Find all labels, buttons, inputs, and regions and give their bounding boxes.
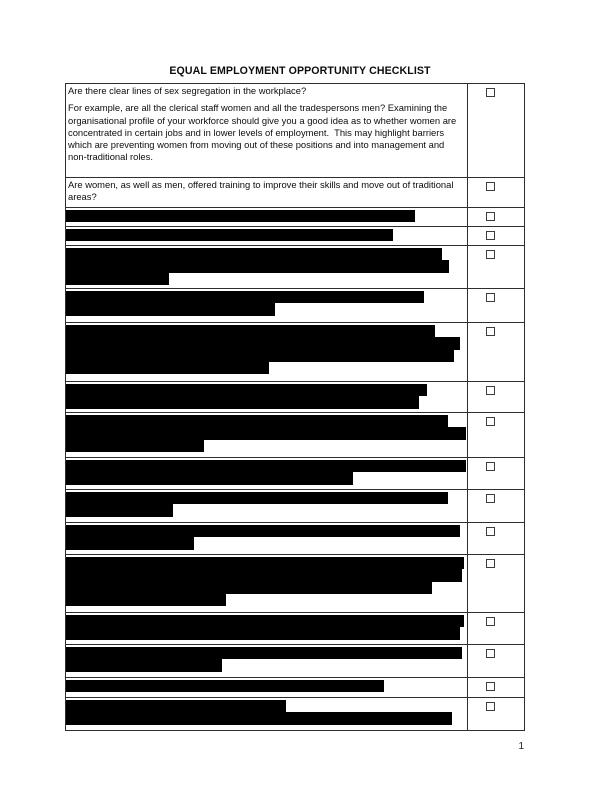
checkbox[interactable] xyxy=(486,494,495,503)
redaction-bar xyxy=(66,569,462,581)
checkbox[interactable] xyxy=(486,417,495,426)
checkbox-cell xyxy=(468,227,524,245)
checklist-row-redacted xyxy=(66,697,524,730)
redacted-cell xyxy=(66,458,468,489)
redaction-bar xyxy=(66,594,226,606)
redaction-bar xyxy=(66,659,222,671)
checkbox-cell xyxy=(468,678,524,697)
redaction-bar xyxy=(66,504,173,516)
checkbox[interactable] xyxy=(486,649,495,658)
redaction-bar xyxy=(66,210,415,222)
redaction-bar xyxy=(66,337,460,349)
question-text: Are there clear lines of sex segregation in the workplace? xyxy=(68,85,307,96)
redacted-cell xyxy=(66,523,468,554)
question-text: For example, are all the clerical staff women and all the tradespersons men? Examining the organisational profile of your workforce should give you a good idea as to whether women are concentrated in certain jobs and in lower levels of employment. This may highlight barriers which are preventing women from moving out of these positions and into management and non-traditional roles. xyxy=(68,102,459,163)
checklist-row-redacted xyxy=(66,489,524,522)
checkbox[interactable] xyxy=(486,212,495,221)
redacted-cell xyxy=(66,382,468,412)
checklist-row-redacted xyxy=(66,288,524,322)
redaction-bar xyxy=(66,537,194,549)
redaction-bar xyxy=(66,700,286,712)
checkbox-cell xyxy=(468,323,524,381)
redaction-bar xyxy=(66,273,169,285)
redacted-cell xyxy=(66,678,468,697)
checkbox[interactable] xyxy=(486,88,495,97)
checklist-row-redacted xyxy=(66,644,524,677)
question-cell xyxy=(66,84,468,177)
redacted-cell xyxy=(66,246,468,288)
checkbox-cell xyxy=(468,178,524,207)
redaction-bar xyxy=(66,415,448,427)
checklist-row-redacted xyxy=(66,381,524,412)
redaction-bar xyxy=(66,248,442,260)
question-text: Are women, as well as men, offered training to improve their skills and move out of traditional areas? xyxy=(68,179,457,203)
redaction-bar xyxy=(66,350,454,362)
redaction-bar xyxy=(66,680,384,692)
question-cell xyxy=(66,178,468,207)
checkbox[interactable] xyxy=(486,559,495,568)
checklist-row-redacted xyxy=(66,457,524,489)
redaction-bar xyxy=(66,582,432,594)
redaction-bar xyxy=(66,303,275,315)
redacted-cell xyxy=(66,323,468,381)
checklist-row-redacted xyxy=(66,245,524,288)
redaction-bar xyxy=(66,325,435,337)
checkbox-cell xyxy=(468,555,524,612)
checkbox-cell xyxy=(468,698,524,730)
checkbox[interactable] xyxy=(486,231,495,240)
checklist-row-question xyxy=(66,84,524,177)
redaction-bar xyxy=(66,440,204,452)
redaction-bar xyxy=(66,525,460,537)
redacted-cell xyxy=(66,613,468,644)
checkbox-cell xyxy=(468,208,524,226)
checkbox[interactable] xyxy=(486,386,495,395)
page-number: 1 xyxy=(518,741,524,752)
checkbox[interactable] xyxy=(486,250,495,259)
redaction-bar xyxy=(66,627,460,639)
redacted-cell xyxy=(66,227,468,245)
checklist-row-redacted xyxy=(66,226,524,245)
redacted-cell xyxy=(66,289,468,322)
redaction-bar xyxy=(66,460,466,472)
redaction-bar xyxy=(66,362,269,374)
checklist-row-redacted xyxy=(66,207,524,226)
redacted-cell xyxy=(66,413,468,457)
checkbox-cell xyxy=(468,458,524,489)
checkbox[interactable] xyxy=(486,682,495,691)
checklist-row-question xyxy=(66,177,524,207)
checkbox[interactable] xyxy=(486,702,495,711)
checklist-row-redacted xyxy=(66,412,524,457)
checkbox-cell xyxy=(468,382,524,412)
checklist-row-redacted xyxy=(66,612,524,644)
document-title: EQUAL EMPLOYMENT OPPORTUNITY CHECKLIST xyxy=(169,65,431,77)
checklist-row-redacted xyxy=(66,677,524,697)
redacted-cell xyxy=(66,555,468,612)
checklist-table xyxy=(65,83,525,731)
checkbox-cell xyxy=(468,645,524,677)
redacted-cell xyxy=(66,645,468,677)
checkbox[interactable] xyxy=(486,293,495,302)
checklist-row-redacted xyxy=(66,322,524,381)
checkbox[interactable] xyxy=(486,617,495,626)
checkbox[interactable] xyxy=(486,462,495,471)
checkbox-cell xyxy=(468,413,524,457)
redaction-bar xyxy=(66,472,353,484)
redaction-bar xyxy=(66,229,393,241)
checkbox[interactable] xyxy=(486,182,495,191)
checklist-row-redacted xyxy=(66,554,524,612)
redaction-bar xyxy=(66,615,464,627)
checkbox[interactable] xyxy=(486,327,495,336)
redaction-bar xyxy=(66,557,464,569)
redaction-bar xyxy=(66,492,448,504)
redaction-bar xyxy=(66,260,449,272)
redacted-cell xyxy=(66,698,468,730)
redaction-bar xyxy=(66,291,424,303)
checkbox-cell xyxy=(468,289,524,322)
checklist-row-redacted xyxy=(66,522,524,554)
checkbox[interactable] xyxy=(486,527,495,536)
redacted-cell xyxy=(66,490,468,522)
checkbox-cell xyxy=(468,490,524,522)
checkbox-cell xyxy=(468,84,524,177)
checkbox-cell xyxy=(468,246,524,288)
redaction-bar xyxy=(66,384,427,396)
checkbox-cell xyxy=(468,613,524,644)
redaction-bar xyxy=(66,647,462,659)
redacted-cell xyxy=(66,208,468,226)
redaction-bar xyxy=(66,427,466,439)
redaction-bar xyxy=(66,712,452,724)
checkbox-cell xyxy=(468,523,524,554)
redaction-bar xyxy=(66,396,419,408)
